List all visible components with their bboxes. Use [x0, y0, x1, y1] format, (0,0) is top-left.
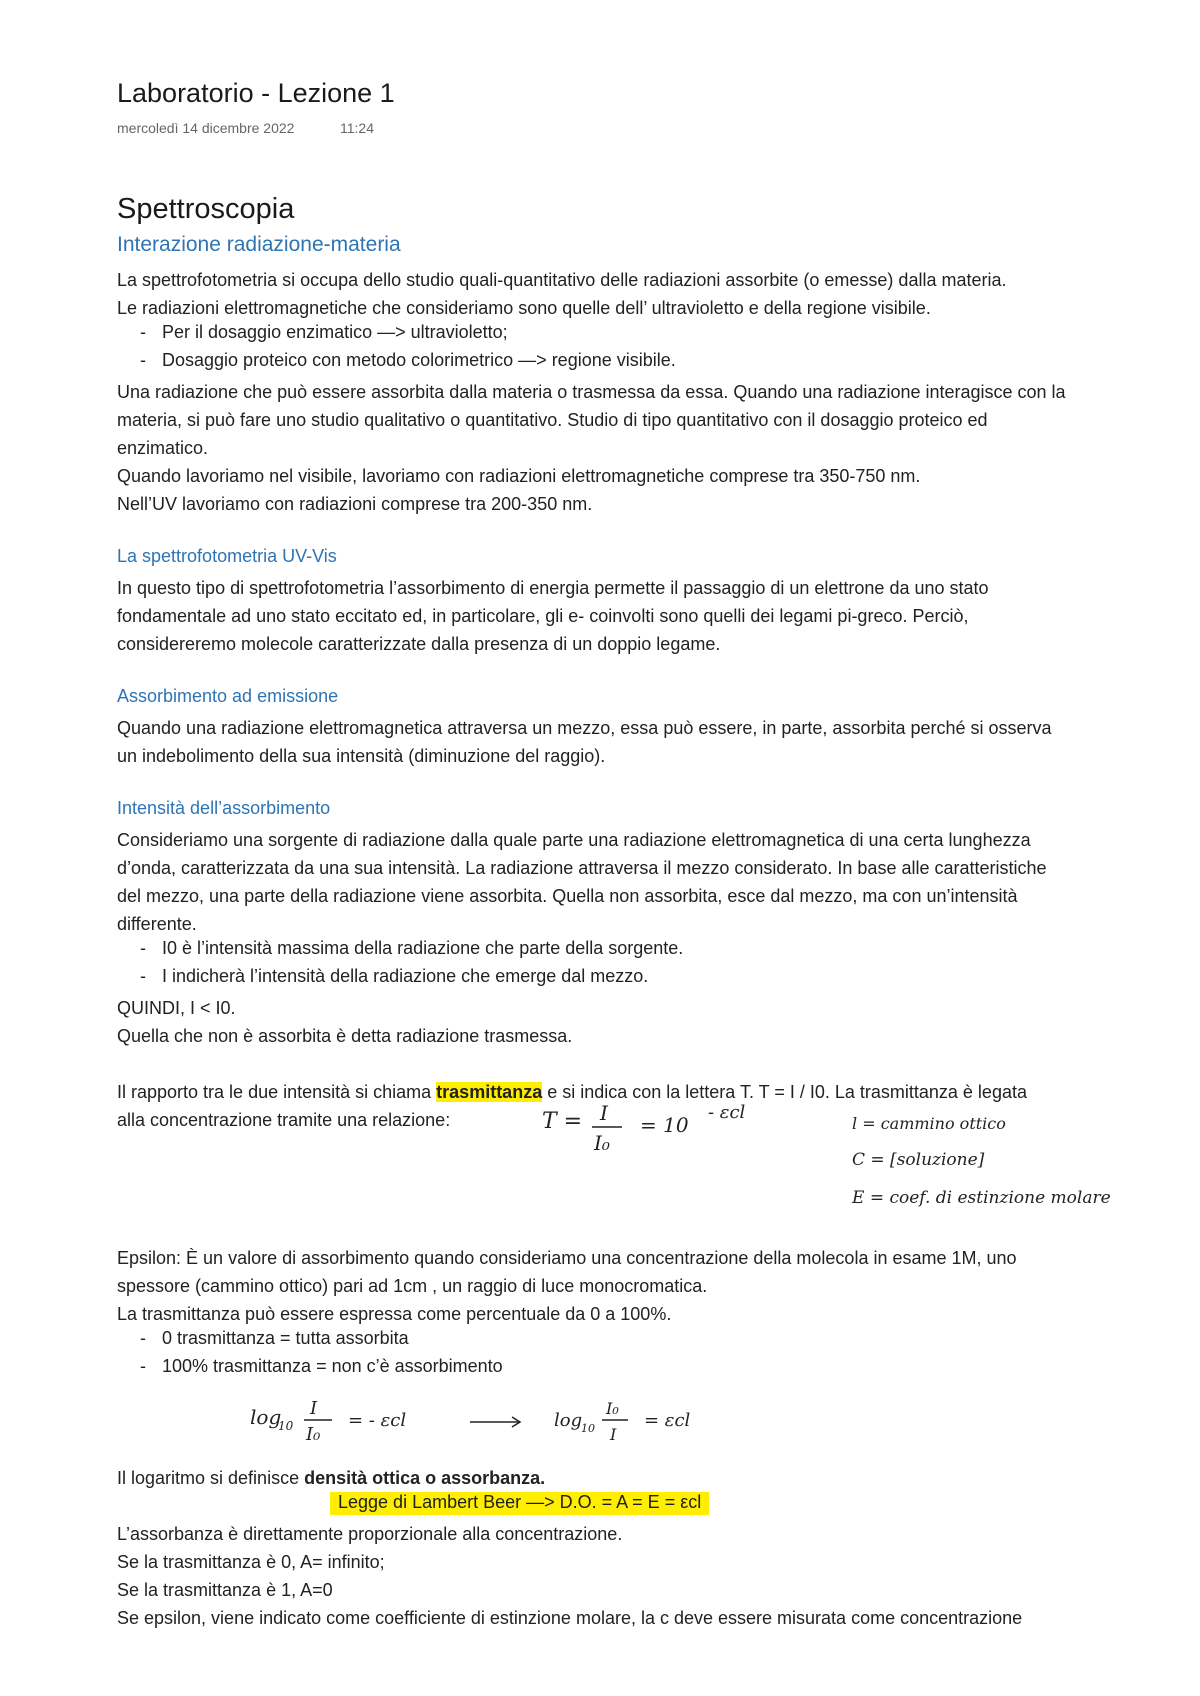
legend-epsilon: E = coef. di estinzione molare — [852, 1188, 1111, 1208]
bullet-text: 0 trasmittanza = tutta assorbita — [162, 1328, 409, 1348]
frac-den: I₀ — [306, 1424, 321, 1445]
paragraph-line: Quando una radiazione elettromagnetica attraversa un mezzo, essa può essere, in parte, assorbita perché si osserva — [117, 718, 1052, 738]
paragraph-line: materia, si può fare uno studio qualitativo o quantitativo. Studio di tipo quantitativo con il dosaggio proteico ed — [117, 410, 988, 430]
paragraph-line: considereremo molecole caratterizzate dalla presenza di un doppio legame. — [117, 634, 721, 654]
frac-num: I — [310, 1398, 318, 1419]
paragraph-line: Consideriamo una sorgente di radiazione dalla quale parte una radiazione elettromagnetica di una certa lunghezza — [117, 830, 1031, 850]
paragraph-line: spessore (cammino ottico) pari ad 1cm , un raggio di luce monocromatica. — [117, 1276, 708, 1296]
log-base: 10 — [278, 1419, 294, 1433]
paragraph-line: Una radiazione che può essere assorbita dalla materia o trasmessa da essa. Quando una radiazione interagisce con la — [117, 382, 1066, 402]
rhs-expression: = εcl — [644, 1410, 691, 1431]
paragraph-line: Se la trasmittanza è 0, A= infinito; — [117, 1552, 385, 1572]
note-date: mercoledì 14 dicembre 2022 — [117, 120, 295, 136]
paragraph-line: Le radiazioni elettromagnetiche che consideriamo sono quelle dell’ ultravioletto e della regione visibile. — [117, 298, 931, 318]
text-run: e si indica con la lettera T. T = I / I0. La trasmittanza è legata — [542, 1082, 1027, 1102]
paragraph-line: Se la trasmittanza è 1, A=0 — [117, 1580, 333, 1600]
subheading-uv-vis: La spettrofotometria UV-Vis — [117, 546, 337, 566]
bullet-text: Per il dosaggio enzimatico —> ultravioletto; — [162, 322, 508, 342]
bullet-item: - Dosaggio proteico con metodo colorimetrico —> regione visibile. — [140, 350, 676, 370]
formula-t: T = — [542, 1109, 583, 1134]
log-base: 10 — [581, 1422, 595, 1435]
paragraph-line: Se epsilon, viene indicato come coefficiente di estinzione molare, la c deve essere misurata come concentrazione — [117, 1608, 1023, 1628]
paragraph-line: In questo tipo di spettrofotometria l’assorbimento di energia permette il passaggio di un elettrone da uno stato — [117, 578, 989, 598]
paragraph-line: Nell’UV lavoriamo con radiazioni comprese tra 200-350 nm. — [117, 494, 593, 514]
bullet-item: - I0 è l’intensità massima della radiazione che parte della sorgente. — [140, 938, 684, 958]
rhs-expression: = - εcl — [348, 1410, 407, 1431]
legend-path: l = cammino ottico — [852, 1114, 1006, 1133]
page-title: Laboratorio - Lezione 1 — [117, 78, 395, 108]
paragraph-line: Epsilon: È un valore di assorbimento quando consideriamo una concentrazione della molecola in esame 1M, uno — [117, 1248, 1017, 1268]
bullet-item: - I indicherà l’intensità della radiazione che emerge dal mezzo. — [140, 966, 649, 986]
text-run: Il logaritmo si definisce — [117, 1468, 305, 1488]
paragraph-line: Quella che non è assorbita è detta radiazione trasmessa. — [117, 1026, 573, 1046]
paragraph-line — [117, 1464, 545, 1492]
paragraph-line: enzimatico. — [117, 438, 209, 458]
bold-term: densità ottica o assorbanza. — [304, 1468, 546, 1488]
paragraph-line: differente. — [117, 914, 197, 934]
paragraph-line: L’assorbanza è direttamente proporzionale alla concentrazione. — [117, 1524, 623, 1544]
subheading-intensita: Intensità dell’assorbimento — [117, 798, 331, 818]
note-time: 11:24 — [340, 120, 374, 136]
subheading-interazione: Interazione radiazione-materia — [117, 233, 401, 256]
log-label: log — [554, 1410, 583, 1431]
bullet-text: Dosaggio proteico con metodo colorimetrico —> regione visibile. — [162, 350, 676, 370]
section-heading: Spettroscopia — [117, 193, 295, 225]
paragraph-line: QUINDI, I < I0. — [117, 998, 236, 1018]
log-label: log — [250, 1405, 282, 1429]
formula-eq: = 10 — [640, 1113, 689, 1137]
legend-conc: C = [soluzione] — [852, 1150, 985, 1170]
formula-num: I — [600, 1101, 608, 1125]
subheading-assorbimento: Assorbimento ad emissione — [117, 686, 339, 706]
bullet-text: I indicherà l’intensità della radiazione che emerge dal mezzo. — [162, 966, 649, 986]
bullet-item: - 0 trasmittanza = tutta assorbita — [140, 1328, 409, 1348]
transmittance-formula — [540, 1098, 780, 1162]
paragraph-line: un indebolimento della sua intensità (diminuzione del raggio). — [117, 746, 606, 766]
frac-num: I₀ — [606, 1399, 619, 1418]
formula-den: I₀ — [594, 1131, 610, 1155]
lambert-beer-law: Legge di Lambert Beer —> D.O. = A = E = εcl — [330, 1492, 709, 1515]
bullet-item: - Per il dosaggio enzimatico —> ultravioletto; — [140, 322, 508, 342]
frac-den: I — [610, 1425, 617, 1444]
bullet-item: - 100% trasmittanza = non c’è assorbimento — [140, 1356, 503, 1376]
text-run: Il rapporto tra le due intensità si chiama — [117, 1082, 437, 1102]
formula-exp: - εcl — [708, 1102, 746, 1123]
paragraph-line: fondamentale ad uno stato eccitato ed, in particolare, gli e- coinvolti sono quelli dei legami pi-greco. Perciò, — [117, 606, 969, 626]
log-formula — [248, 1392, 748, 1448]
paragraph-line: del mezzo, una parte della radiazione viene assorbita. Quella non assorbita, esce dal mezzo, ma con un’intensità — [117, 886, 1018, 906]
paragraph-line: La spettrofotometria si occupa dello studio quali-quantitativo delle radiazioni assorbite (o emesse) dalla materia. — [117, 270, 1007, 290]
highlighted-term: trasmittanza — [436, 1082, 543, 1102]
paragraph-line: d’onda, caratterizzata da una sua intensità. La radiazione attraversa il mezzo considerato. In base alle caratteristiche — [117, 858, 1047, 878]
paragraph-line: La trasmittanza può essere espressa come percentuale da 0 a 100%. — [117, 1304, 672, 1324]
paragraph-line: alla concentrazione tramite una relazione: — [117, 1110, 451, 1130]
bullet-text: I0 è l’intensità massima della radiazione che parte della sorgente. — [162, 938, 684, 958]
bullet-text: 100% trasmittanza = non c’è assorbimento — [162, 1356, 503, 1376]
paragraph-line: Quando lavoriamo nel visibile, lavoriamo con radiazioni elettromagnetiche comprese tra 350-750 nm. — [117, 466, 921, 486]
